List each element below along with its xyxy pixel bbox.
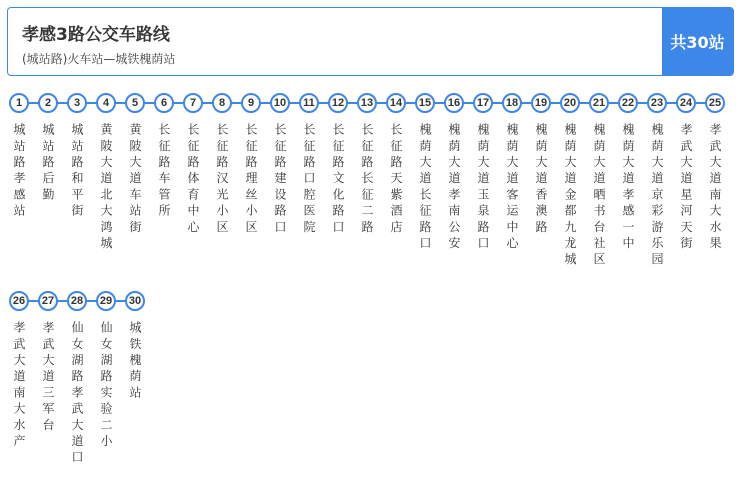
stop-item[interactable] [65,291,89,467]
stop-number-badge: 11 [299,93,319,113]
stop-number-badge: 20 [560,93,580,113]
stop-number-badge: 7 [183,93,203,113]
stop-item[interactable] [94,93,118,253]
stop-item[interactable] [210,93,234,236]
stop-item[interactable] [123,93,147,236]
stop-name: 孝武大道三军台 [41,321,55,435]
stop-number-badge: 1 [9,93,29,113]
stop-count-badge: 共30站 [662,8,733,75]
stop-number-badge: 5 [125,93,145,113]
stop-name: 长征路建设路口 [273,123,287,237]
stop-item[interactable] [558,93,582,269]
route-header [7,7,734,76]
stop-name: 槐荫大道金都九龙城 [563,123,577,269]
stop-name: 孝武大道星河天街 [679,123,693,253]
stop-number-badge: 30 [125,291,145,311]
stop-number-badge: 8 [212,93,232,113]
stop-name: 仙女湖路孝武大道口 [70,321,84,467]
stop-item[interactable] [239,93,263,236]
stop-number-badge: 22 [618,93,638,113]
stop-number-badge: 26 [9,291,29,311]
stop-name: 槐荫大道孝感一中 [621,123,635,253]
stop-number-badge: 2 [38,93,58,113]
stop-number-badge: 17 [473,93,493,113]
stop-item[interactable] [326,93,350,236]
stop-name: 孝武大道南大水果 [708,123,722,253]
stop-number-badge: 9 [241,93,261,113]
stop-item[interactable] [471,93,495,253]
stop-name: 黄陂大道车站街 [128,123,142,237]
stop-item[interactable] [529,93,553,236]
stop-name: 槐荫大道京彩游乐园 [650,123,664,269]
stop-name: 槐荫大道晒书台社区 [592,123,606,269]
stop-name: 长征路汉光小区 [215,123,229,237]
stop-number-badge: 15 [415,93,435,113]
stop-name: 长征路理丝小区 [244,123,258,237]
stop-item[interactable] [645,93,669,269]
stop-name: 长征路长征二路 [360,123,374,237]
stop-name: 黄陂大道北大鸿城 [99,123,113,253]
stop-name: 槐荫大道香澳路 [534,123,548,237]
stop-name: 长征路口腔医院 [302,123,316,237]
stop-item[interactable] [94,291,118,451]
stop-name: 槐荫大道客运中心 [505,123,519,253]
stop-item[interactable] [268,93,292,236]
stop-item[interactable] [181,93,205,236]
stop-name: 孝武大道南大水产 [12,321,26,451]
stop-item[interactable] [674,93,698,253]
stop-name: 城站路后勤 [41,123,55,204]
stop-item[interactable] [442,93,466,253]
stop-number-badge: 13 [357,93,377,113]
route-direction: (城站路)火车站—城铁槐荫站 [22,52,176,66]
stop-item[interactable] [65,93,89,220]
stop-number-badge: 29 [96,291,116,311]
stop-item[interactable] [7,291,31,451]
stop-item[interactable] [703,93,727,253]
stop-number-badge: 19 [531,93,551,113]
stop-item[interactable] [7,93,31,220]
stop-number-badge: 28 [67,291,87,311]
stop-number-badge: 10 [270,93,290,113]
stop-number-badge: 14 [386,93,406,113]
stop-item[interactable] [355,93,379,236]
stop-item[interactable] [384,93,408,236]
stop-name: 城站路孝感站 [12,123,26,221]
stop-number-badge: 3 [67,93,87,113]
stop-name: 长征路天紫酒店 [389,123,403,237]
stop-name: 仙女湖路实验二小 [99,321,113,451]
stop-number-badge: 23 [647,93,667,113]
stop-name: 长征路体育中心 [186,123,200,237]
stop-number-badge: 4 [96,93,116,113]
stop-name: 城站路和平街 [70,123,84,221]
stop-number-badge: 24 [676,93,696,113]
stop-name: 长征路车管所 [157,123,171,221]
stop-name: 槐荫大道长征路口 [418,123,432,253]
stop-number-badge: 21 [589,93,609,113]
stop-number-badge: 18 [502,93,522,113]
stop-item[interactable] [413,93,437,253]
stop-number-badge: 12 [328,93,348,113]
stop-item[interactable] [616,93,640,253]
stop-item[interactable] [500,93,524,253]
stop-number-badge: 6 [154,93,174,113]
stop-name: 槐荫大道孝南公安 [447,123,461,253]
stop-item[interactable] [123,291,147,402]
stop-item[interactable] [587,93,611,269]
stop-name: 长征路文化路口 [331,123,345,237]
stop-item[interactable] [36,93,60,204]
stop-number-badge: 25 [705,93,725,113]
stop-name: 槐荫大道玉泉路口 [476,123,490,253]
stop-item[interactable] [152,93,176,220]
stop-name: 城铁槐荫站 [128,321,142,402]
stop-item[interactable] [297,93,321,236]
route-title: 孝感3路公交车路线 [22,25,170,45]
stop-number-badge: 16 [444,93,464,113]
stop-item[interactable] [36,291,60,434]
stop-number-badge: 27 [38,291,58,311]
